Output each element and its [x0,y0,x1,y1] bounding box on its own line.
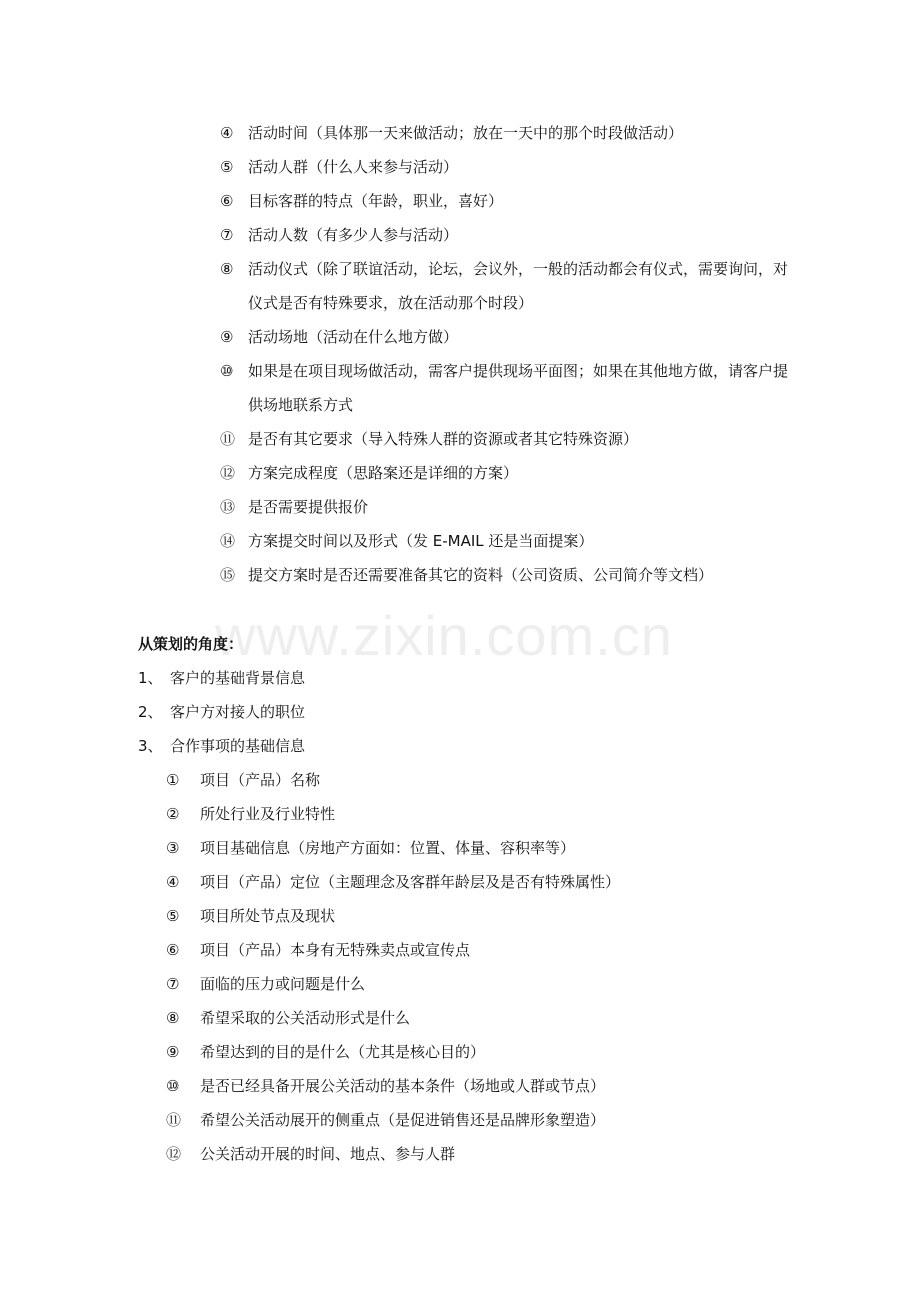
item-number: ⑤ [220,158,234,176]
item-number: ⑪ [220,430,236,448]
item-number: ⑦ [166,975,180,993]
item-text: 项目（产品）定位（主题理念及客群年龄层及是否有特殊属性） [200,873,621,891]
list-item [220,320,790,354]
list-item [220,456,790,490]
item-number: 1、 [138,669,163,687]
item-text: 方案提交时间以及形式（发 E-MAIL 还是当面提案） [248,532,594,550]
item-text: 项目（产品）本身有无特殊卖点或宣传点 [200,941,471,959]
item-text: 所处行业及行业特性 [200,805,336,823]
item-text: 项目所处节点及现状 [200,907,336,925]
list-item [166,831,575,865]
item-text: 目标客群的特点（年龄，职业，喜好） [248,192,504,210]
item-text: 客户方对接人的职位 [170,703,306,721]
item-text: 希望公关活动展开的侧重点（是促进销售还是品牌形象塑造） [200,1111,606,1129]
list-item [220,150,790,184]
item-number: ⑧ [166,1009,180,1027]
item-text: 活动场地（活动在什么地方做） [248,328,459,346]
item-text: 公关活动开展的时间、地点、参与人群 [200,1145,456,1163]
item-number: ⑩ [166,1077,180,1095]
list-item [220,218,790,252]
item-text: 活动人群（什么人来参与活动） [248,158,459,176]
list-item [220,490,790,524]
item-number: ⑮ [220,566,236,584]
item-text: 合作事项的基础信息 [170,737,306,755]
list-item [220,116,790,150]
item-text: 是否有其它要求（导入特殊人群的资源或者其它特殊资源） [248,430,639,448]
item-number: ⑪ [166,1111,182,1129]
item-number: ⑥ [220,192,234,210]
list-item [166,1137,455,1171]
item-text: 活动仪式（除了联谊活动，论坛，会议外，一般的活动都会有仪式，需要询问，对仪式是否有特殊要求，放在活动那个时段） [248,260,789,312]
list-item [166,899,335,933]
item-number: ⑫ [166,1145,182,1163]
list-item [220,524,790,558]
item-number: 3、 [138,737,163,755]
list-item [166,1001,410,1035]
list-item [220,422,790,456]
item-number: ① [166,771,180,789]
item-number: ④ [220,124,234,142]
item-number: ② [166,805,180,823]
list-item [138,729,305,763]
item-number: ⑥ [166,941,180,959]
item-number: ⑨ [220,328,234,346]
list-item [220,558,790,592]
list-item [166,865,620,899]
item-text: 客户的基础背景信息 [170,669,306,687]
item-text: 项目（产品）名称 [200,771,321,789]
item-text: 希望达到的目的是什么（尤其是核心目的） [200,1043,486,1061]
list-item [166,1035,485,1069]
item-text: 活动时间（具体那一天来做活动；放在一天中的那个时段做活动） [248,124,684,142]
item-text: 活动人数（有多少人参与活动） [248,226,459,244]
item-number: ⑭ [220,532,236,550]
item-number: ⑬ [220,498,236,516]
item-text: 方案完成程度（思路案还是详细的方案） [248,464,519,482]
item-number: ⑫ [220,464,236,482]
item-number: ⑦ [220,226,234,244]
list-item [220,184,790,218]
list-item [166,763,320,797]
list-item [166,1069,605,1103]
item-text: 项目基础信息（房地产方面如：位置、体量、容积率等） [200,839,576,857]
list-item [166,797,335,831]
item-number: ⑧ [220,260,234,278]
item-number: 2、 [138,703,163,721]
item-number: ③ [166,839,180,857]
item-number: ⑤ [166,907,180,925]
item-text: 提交方案时是否还需要准备其它的资料（公司资质、公司简介等文档） [248,566,714,584]
item-number: ⑩ [220,362,234,380]
list-item [166,1103,605,1137]
list-item [166,933,470,967]
list-item [166,967,365,1001]
item-number: ④ [166,873,180,891]
item-text: 如果是在项目现场做活动，需客户提供现场平面图；如果在其他地方做，请客户提供场地联系方式 [248,362,789,414]
list-item [138,695,305,729]
list-item [220,252,790,320]
item-number: ⑨ [166,1043,180,1061]
list-item [220,354,790,422]
item-text: 是否需要提供报价 [248,498,369,516]
item-text: 希望采取的公关活动形式是什么 [200,1009,411,1027]
item-text: 面临的压力或问题是什么 [200,975,366,993]
watermark: www.zixin.com.cn [215,604,673,667]
item-text: 是否已经具备开展公关活动的基本条件（场地或人群或节点） [200,1077,606,1095]
list-item [138,661,305,695]
section-heading: 从策划的角度： [138,635,244,653]
